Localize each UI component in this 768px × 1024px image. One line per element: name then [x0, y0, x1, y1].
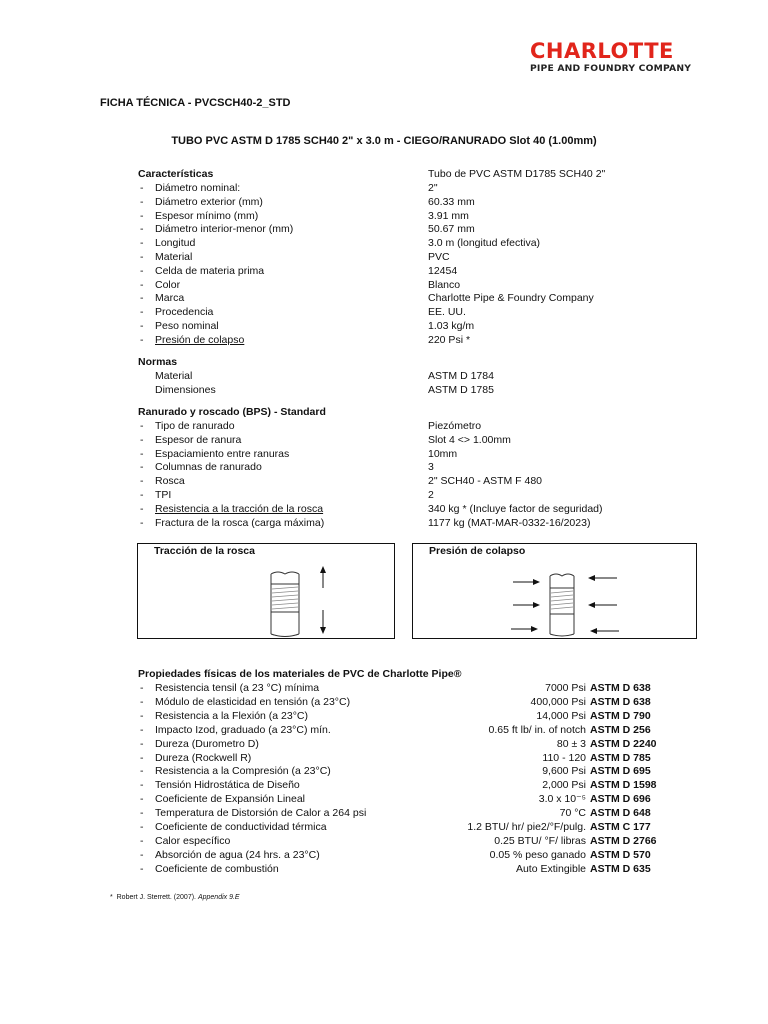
propiedades-standard: ASTM D 696 [590, 793, 651, 806]
bullet-dash: - [140, 821, 144, 833]
propiedades-value: 14,000 Psi [536, 709, 586, 722]
bullet-dash: - [140, 709, 144, 722]
caracteristicas-label: Presión de colapso [155, 333, 245, 346]
propiedades-row [0, 723, 768, 737]
caracteristicas-label: Espesor mínimo (mm) [155, 209, 259, 222]
traccion-diagram-title: Tracción de la rosca [154, 545, 255, 557]
bullet-dash: - [140, 223, 144, 236]
ranurado-value: 340 kg * (Incluye factor de seguridad) [428, 502, 603, 515]
caracteristicas-label: Peso nominal [155, 320, 219, 332]
propiedades-row [0, 751, 768, 765]
propiedades-standard: ASTM D 635 [590, 862, 651, 875]
bullet-dash: - [140, 209, 144, 222]
bullet-dash: - [140, 779, 144, 792]
ranurado-value: 2 [428, 489, 434, 501]
bullet-dash: - [140, 278, 144, 291]
normas-label: Dimensiones [155, 384, 216, 396]
presion-diagram-title: Presión de colapso [429, 545, 526, 557]
propiedades-label: Impacto Izod, graduado (a 23°C) mín. [155, 723, 331, 736]
propiedades-label: Dureza (Durometro D) [155, 737, 259, 750]
propiedades-value: 400,000 Psi [530, 695, 586, 708]
bullet-dash: - [140, 862, 144, 875]
bullet-dash: - [140, 502, 144, 515]
caracteristicas-value: 50.67 mm [428, 223, 475, 236]
bullet-dash: - [140, 489, 144, 501]
bullet-dash: - [140, 333, 144, 346]
bullet-dash: - [140, 320, 144, 332]
propiedades-standard: ASTM C 177 [590, 821, 651, 833]
propiedades-label: Temperatura de Distorsión de Calor a 264 psi [155, 807, 367, 820]
propiedades-row [0, 695, 768, 709]
caracteristicas-value: PVC [428, 251, 450, 263]
normas-value: ASTM D 1784 [428, 370, 494, 382]
propiedades-label: Coeficiente de combustión [155, 862, 279, 875]
caracteristicas-value: EE. UU. [428, 306, 466, 319]
ranurado-value: 10mm [428, 447, 458, 460]
traccion-diagram-box [137, 543, 395, 639]
bullet-dash: - [140, 682, 144, 694]
caracteristicas-value: 12454 [428, 264, 458, 277]
normas-label: Material [155, 370, 193, 382]
caracteristicas-label: Diámetro nominal: [155, 182, 241, 194]
caracteristicas-label: Diámetro interior-menor (mm) [155, 223, 294, 236]
propiedades-value: 2,000 Psi [542, 779, 586, 792]
bullet-dash: - [140, 765, 144, 778]
propiedades-row [0, 806, 768, 820]
propiedades-label: Tensión Hidrostática de Diseño [155, 779, 300, 792]
propiedades-standard: ASTM D 2766 [590, 834, 657, 847]
bullet-dash: - [140, 237, 144, 250]
propiedades-row [0, 681, 768, 695]
propiedades-value: 3.0 x 10⁻⁵ [538, 793, 586, 806]
bullet-dash: - [140, 751, 144, 764]
bullet-dash: - [140, 475, 144, 488]
propiedades-value: 0.65 ft lb/ in. of notch [488, 723, 586, 736]
caracteristicas-header: Características [138, 168, 214, 180]
bullet-dash: - [140, 447, 144, 460]
propiedades-value: Auto Extingible [515, 862, 586, 875]
bullet-dash: - [140, 695, 144, 708]
presion-diagram-box [412, 543, 697, 639]
propiedades-standard: ASTM D 638 [590, 682, 651, 694]
caracteristicas-label: Marca [155, 292, 185, 305]
ranurado-label: Fractura de la rosca (carga máxima) [155, 516, 325, 529]
bullet-dash: - [140, 433, 144, 446]
ranurado-value: 2" SCH40 - ASTM F 480 [428, 475, 543, 488]
propiedades-standard: ASTM D 695 [590, 765, 651, 778]
ranurado-value: 1177 kg (MAT-MAR-0332-16/2023) [428, 516, 591, 529]
ranurado-label: Espesor de ranura [155, 433, 242, 446]
bullet-dash: - [140, 420, 144, 432]
ranurado-label: Espaciamiento entre ranuras [155, 447, 290, 460]
bullet-dash: - [140, 306, 144, 319]
footnote-marker: * [110, 894, 113, 901]
propiedades-standard: ASTM D 2240 [590, 737, 657, 750]
footnote-italic: Appendix 9.E [197, 894, 240, 901]
logo-brand: CHARLOTTE [530, 39, 674, 63]
ranurado-label: Columnas de ranurado [155, 461, 262, 474]
ranurado-value: 3 [428, 461, 434, 474]
propiedades-row [0, 792, 768, 806]
propiedades-value: 1.2 BTU/ hr/ pie2/°F/pulg. [467, 821, 586, 833]
propiedades-standard: ASTM D 1598 [590, 779, 657, 792]
caracteristicas-value: 2" [428, 182, 438, 194]
bullet-dash: - [140, 834, 144, 847]
propiedades-label: Coeficiente de Expansión Lineal [155, 793, 306, 806]
caracteristicas-value: 220 Psi * [428, 333, 471, 346]
propiedades-label: Absorción de agua (24 hrs. a 23°C) [155, 848, 320, 861]
propiedades-value: 70 °C [559, 807, 586, 820]
footnote [110, 894, 240, 901]
document-title: FICHA TÉCNICA - PVCSCH40-2_STD [100, 97, 291, 109]
propiedades-label: Módulo de elasticidad en tensión (a 23°C) [155, 695, 351, 708]
propiedades-row [0, 820, 768, 834]
propiedades-row [0, 778, 768, 792]
caracteristicas-value: 3.0 m (longitud efectiva) [428, 237, 541, 250]
bullet-dash: - [140, 461, 144, 474]
caracteristicas-value: Charlotte Pipe & Foundry Company [428, 292, 594, 305]
caracteristicas-value: 60.33 mm [428, 195, 475, 208]
bullet-dash: - [140, 182, 144, 194]
propiedades-label: Resistencia tensil (a 23 °C) mínima [155, 682, 320, 694]
caracteristicas-label: Material [155, 251, 193, 263]
propiedades-label: Resistencia a la Flexión (a 23°C) [155, 709, 309, 722]
propiedades-value: 0.05 % peso ganado [489, 848, 586, 861]
presion-diagram [413, 544, 696, 638]
propiedades-row [0, 848, 768, 862]
caracteristicas-header-value: Tubo de PVC ASTM D1785 SCH40 2" [428, 168, 606, 180]
propiedades-row [0, 737, 768, 751]
bullet-dash: - [140, 292, 144, 305]
propiedades-standard: ASTM D 785 [590, 751, 651, 764]
footnote-text: Robert J. Sterrett. (2007). [116, 894, 196, 901]
bullet-dash: - [140, 848, 144, 861]
ranurado-value: Piezómetro [428, 420, 482, 432]
propiedades-value: 80 ± 3 [556, 737, 586, 750]
caracteristicas-value: Blanco [428, 278, 461, 291]
propiedades-value: 110 - 120 [542, 751, 586, 764]
propiedades-standard: ASTM D 570 [590, 848, 651, 861]
ranurado-label: TPI [155, 489, 172, 501]
propiedades-row [0, 862, 768, 876]
bullet-dash: - [140, 195, 144, 208]
normas-value: ASTM D 1785 [428, 384, 494, 396]
propiedades-row [0, 764, 768, 778]
bullet-dash: - [140, 737, 144, 750]
propiedades-header: Propiedades físicas de los materiales de PVC de Charlotte Pipe® [138, 668, 462, 680]
bullet-dash: - [140, 793, 144, 806]
propiedades-value: 7000 Psi [545, 682, 586, 694]
propiedades-row [0, 709, 768, 723]
caracteristicas-label: Color [155, 278, 181, 291]
propiedades-standard: ASTM D 638 [590, 695, 651, 708]
caracteristicas-label: Longitud [155, 237, 196, 250]
ranurado-label: Tipo de ranurado [155, 420, 235, 432]
propiedades-label: Resistencia a la Compresión (a 23°C) [155, 765, 331, 778]
ranurado-header: Ranurado y roscado (BPS) - Standard [138, 406, 326, 418]
bullet-dash: - [140, 807, 144, 820]
ranurado-label: Resistencia a la tracción de la rosca [155, 502, 324, 515]
propiedades-standard: ASTM D 256 [590, 723, 651, 736]
bullet-dash: - [140, 264, 144, 277]
traccion-diagram [138, 544, 394, 638]
caracteristicas-label: Diámetro exterior (mm) [155, 195, 263, 208]
propiedades-value: 9,600 Psi [542, 765, 586, 778]
propiedades-value: 0.25 BTU/ °F/ libras [494, 834, 586, 847]
propiedades-label: Calor específico [155, 834, 231, 847]
company-logo [530, 40, 710, 75]
propiedades-label: Coeficiente de conductividad térmica [155, 821, 327, 833]
bullet-dash: - [140, 516, 144, 529]
logo-subtitle: PIPE AND FOUNDRY COMPANY [530, 63, 692, 74]
caracteristicas-label: Celda de materia prima [155, 264, 265, 277]
normas-header: Normas [138, 356, 178, 368]
caracteristicas-value: 3.91 mm [428, 209, 469, 222]
propiedades-row [0, 834, 768, 848]
propiedades-standard: ASTM D 648 [590, 807, 651, 820]
bullet-dash: - [140, 723, 144, 736]
product-title: TUBO PVC ASTM D 1785 SCH40 2" x 3.0 m - CIEGO/RANURADO Slot 40 (1.00mm) [171, 135, 597, 147]
caracteristicas-value: 1.03 kg/m [428, 320, 475, 332]
propiedades-label: Dureza (Rockwell R) [155, 751, 252, 764]
ranurado-value: Slot 4 <> 1.00mm [428, 433, 511, 446]
ranurado-label: Rosca [155, 475, 185, 488]
caracteristicas-label: Procedencia [155, 306, 214, 319]
propiedades-standard: ASTM D 790 [590, 709, 651, 722]
bullet-dash: - [140, 251, 144, 263]
